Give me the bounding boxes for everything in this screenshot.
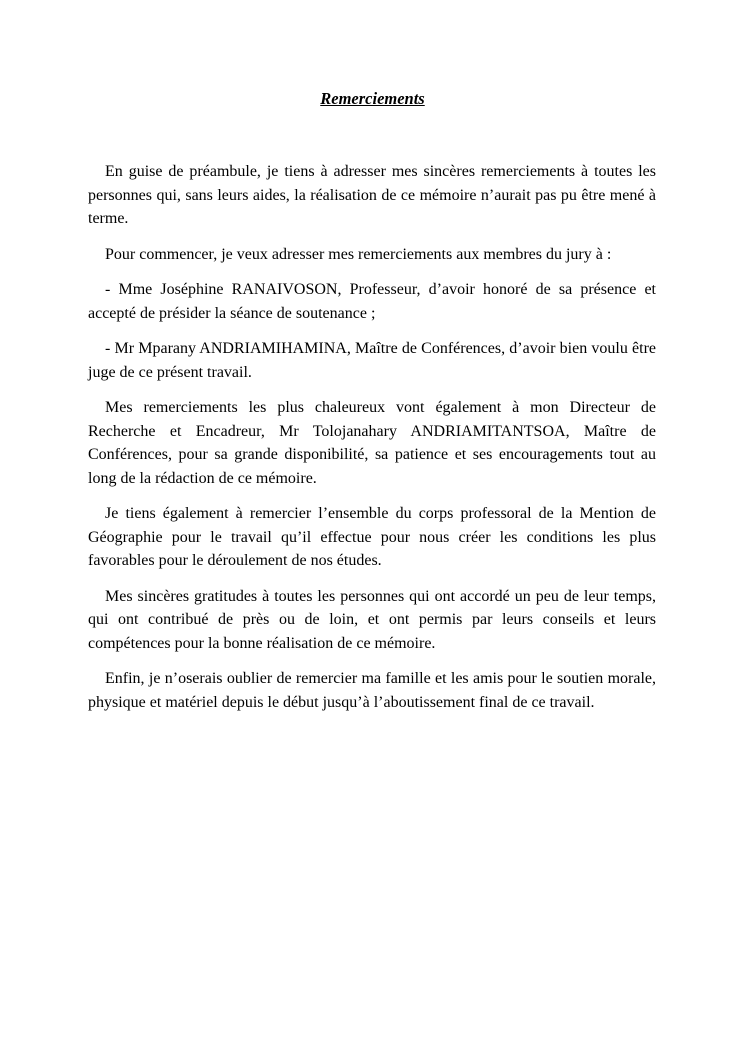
paragraph-jury-intro: Pour commencer, je veux adresser mes remerciements aux membres du jury à : [105, 245, 612, 263]
document-body [88, 160, 656, 726]
page-title: Remerciements [320, 89, 425, 108]
paragraph-faculty: Je tiens également à remercier l’ensemble du corps professoral de la Mention de Géographie pour le travail qu’il effectue pour nous créer les conditions les plus favorables pour le déroulement de nos études. [88, 505, 656, 569]
paragraph-jury-president: - Mme Joséphine RANAIVOSON, Professeur, d’avoir honoré de sa présence et accepté de présider la séance de soutenance ; [88, 281, 656, 322]
paragraph-contributors: Mes sincères gratitudes à toutes les personnes qui ont accordé un peu de leur temps, qui ont contribué de près ou de loin, et ont permis par leurs conseils et leurs compétences pour la bonne réalisation de ce mémoire. [88, 587, 656, 652]
paragraph-family: Enfin, je n’oserais oublier de remercier ma famille et les amis pour le soutien morale, physique et matériel depuis le début jusqu’à l’aboutissement final de ce travail. [88, 670, 656, 711]
paragraph-jury-judge: - Mr Mparany ANDRIAMIHAMINA, Maître de Conférences, d’avoir bien voulu être juge de ce présent travail. [88, 340, 656, 381]
paragraph-preamble: En guise de préambule, je tiens à adresser mes sincères remerciements à toutes les personnes qui, sans leurs aides, la réalisation de ce mémoire n’aurait pas pu être mené à terme. [88, 163, 656, 227]
paragraph-supervisor: Mes remerciements les plus chaleureux vont également à mon Directeur de Recherche et Encadreur, Mr Tolojanahary ANDRIAMITANTSOA, Maître de Conférences, pour sa grande disponibilité, sa patience et ses encouragements tout au long de la rédaction de ce mémoire. [88, 399, 656, 487]
